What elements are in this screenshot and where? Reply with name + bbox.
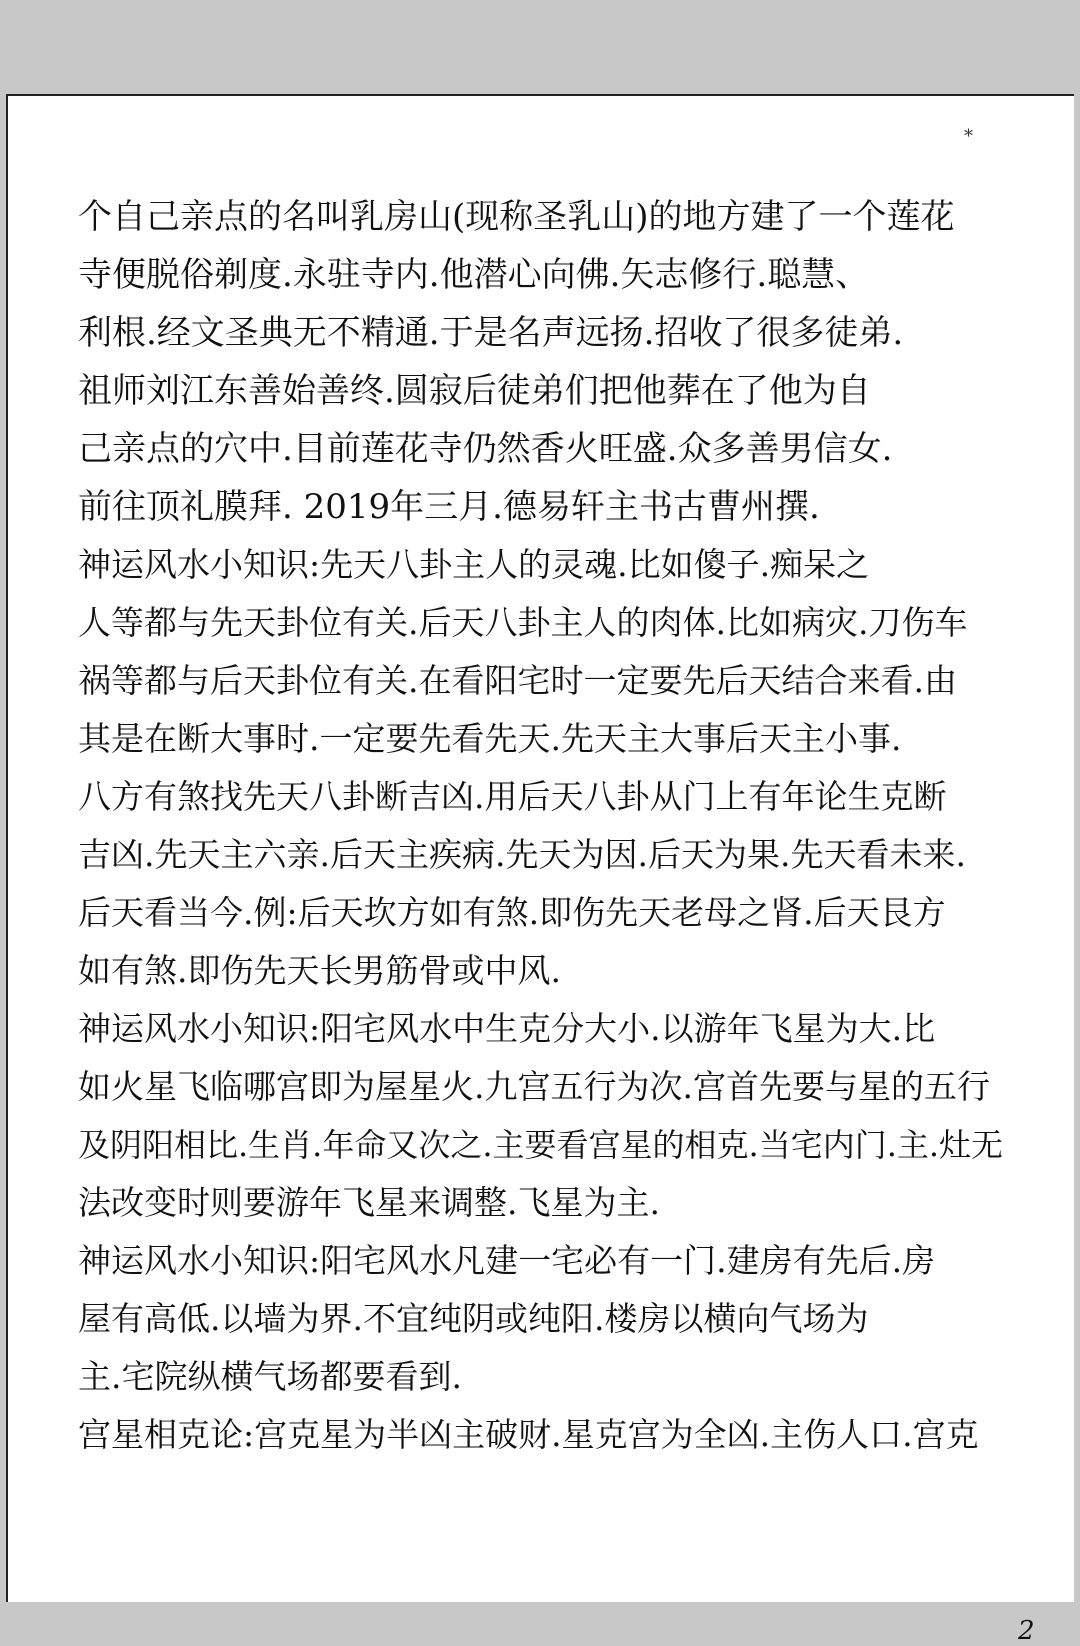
text-line: 前往顶礼膜拜. 2019年三月.德易轩主书古曹州撰. <box>78 487 820 527</box>
text-line: 主.宅院纵横气场都要看到. <box>78 1357 462 1396</box>
text-line: 神运风水小知识:阳宅风水凡建一宅必有一门.建房有先后.房 <box>78 1241 936 1280</box>
text-line: 法改变时则要游年飞星来调整.飞星为主. <box>78 1183 660 1222</box>
text-line: 八方有煞找先天八卦断吉凶.用后天八卦从门上有年论生克断 <box>78 777 947 816</box>
text-line: 利根.经文圣典无不精通.于是名声远扬.招收了很多徒弟. <box>78 313 904 353</box>
text-line: 寺便脱俗剃度.永驻寺内.他潜心向佛.矢志修行.聪慧、 <box>78 255 870 295</box>
text-line: 其是在断大事时.一定要先看先天.先天主大事后天主小事. <box>78 719 902 758</box>
text-line: 个自己亲点的名叫乳房山(现称圣乳山)的地方建了一个莲花 <box>78 197 955 237</box>
text-line: 屋有高低.以墙为界.不宜纯阴或纯阳.楼房以横向气场为 <box>78 1299 869 1338</box>
text-line: 如火星飞临哪宫即为屋星火.九宫五行为次.宫首先要与星的五行 <box>78 1067 990 1106</box>
text-line: 祖师刘江东善始善终.圆寂后徒弟们把他葬在了他为自 <box>78 371 871 411</box>
text-body <box>78 188 1028 1464</box>
handwritten-page <box>6 94 1074 1646</box>
text-line: 如有煞.即伤先天长男筋骨或中风. <box>78 951 561 990</box>
text-line: 人等都与先天卦位有关.后天八卦主人的肉体.比如病灾.刀伤车 <box>78 603 968 642</box>
text-line: 神运风水小知识:阳宅风水中生克分大小.以游年飞星为大.比 <box>78 1009 936 1048</box>
scan-mark: * <box>964 126 973 147</box>
text-line: 及阴阳相比.生肖.年命又次之.主要看宫星的相克.当宅内门.主.灶无 <box>78 1126 1004 1164</box>
page-number: 2 <box>1018 1616 1035 1646</box>
text-line: 后天看当今.例:后天坎方如有煞.即伤先天老母之肾.后天艮方 <box>78 893 946 932</box>
text-line: 祸等都与后天卦位有关.在看阳宅时一定要先后天结合来看.由 <box>78 661 957 700</box>
text-line: 宫星相克论:宫克星为半凶主破财.星克宫为全凶.主伤人口.宫克 <box>78 1415 979 1454</box>
text-line: 神运风水小知识:先天八卦主人的灵魂.比如傻子.痴呆之 <box>78 545 870 584</box>
text-line: 吉凶.先天主六亲.后天主疾病.先天为因.后天为果.先天看未来. <box>78 835 966 874</box>
text-line: 己亲点的穴中.目前莲花寺仍然香火旺盛.众多善男信女. <box>78 429 893 469</box>
